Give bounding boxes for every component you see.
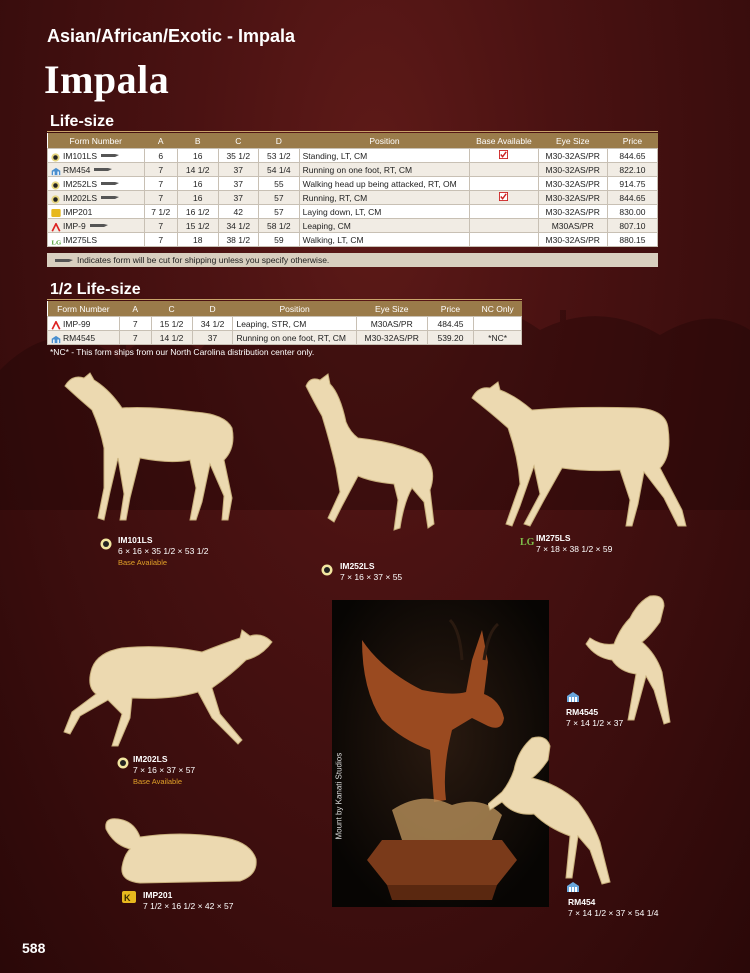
col-base-available: Base Available xyxy=(470,133,538,149)
col-form-number: Form Number xyxy=(48,133,145,149)
table-cell: 6 xyxy=(144,149,177,163)
table-cell: M30-32AS/PR xyxy=(538,149,607,163)
saw-icon xyxy=(55,259,73,263)
table-cell: 16 xyxy=(177,177,218,191)
table-cell: 18 xyxy=(177,233,218,247)
im101ls-label xyxy=(118,535,209,568)
table-cell: 7 xyxy=(144,191,177,205)
table-cell: 7 xyxy=(144,163,177,177)
table-cell: 15 1/2 xyxy=(177,219,218,233)
section-title: Asian/African/Exotic - Impala xyxy=(47,26,296,46)
form-number: IM275LS xyxy=(63,234,98,245)
table-cell: 55 xyxy=(259,177,300,191)
table-cell: M30-32AS/PR xyxy=(538,205,607,219)
col-form-number: Form Number xyxy=(48,301,120,317)
form-dims: 7 × 16 × 37 × 57 xyxy=(133,765,196,775)
form-number: IMP-99 xyxy=(63,318,91,329)
form-number: IMP-9 xyxy=(63,220,86,231)
table-cell: 7 xyxy=(119,317,151,331)
life-size-heading: Life-size xyxy=(50,113,115,130)
table-cell: 57 xyxy=(259,191,300,205)
im-badge-icon xyxy=(321,563,333,575)
table-cell: 822.10 xyxy=(607,163,657,177)
im-badge-icon xyxy=(51,195,60,202)
table-row xyxy=(48,233,658,247)
divider xyxy=(47,299,522,300)
form-number-cell xyxy=(48,219,145,233)
form-dims: 6 × 16 × 35 1/2 × 53 1/2 xyxy=(118,546,209,556)
im252ls-label xyxy=(340,561,402,583)
page-title: Impala xyxy=(44,57,170,102)
form-dims: 7 × 16 × 37 × 55 xyxy=(340,572,403,582)
table-cell xyxy=(474,317,522,331)
form-number-cell xyxy=(48,191,145,205)
table-cell: Running on one foot, RT, CM xyxy=(233,331,356,345)
footnote-text: Indicates form will be cut for shipping unless you specify otherwise. xyxy=(77,255,330,265)
table-cell: Leaping, CM xyxy=(299,219,470,233)
table-cell: 16 xyxy=(177,149,218,163)
rm454-label xyxy=(568,897,659,919)
col-c: C xyxy=(151,301,192,317)
table-row xyxy=(48,191,658,205)
table-cell: Running, RT, CM xyxy=(299,191,470,205)
table-cell: 539.20 xyxy=(427,331,474,345)
table-row xyxy=(48,205,658,219)
table-cell: 34 1/2 xyxy=(192,317,233,331)
table-cell: 914.75 xyxy=(607,177,657,191)
table-cell: 53 1/2 xyxy=(259,149,300,163)
divider xyxy=(47,131,658,132)
form-sku: IM252LS xyxy=(340,561,375,571)
form-dims: 7 × 18 × 38 1/2 × 59 xyxy=(536,544,613,554)
saw-icon xyxy=(101,154,119,158)
table-cell: M30AS/PR xyxy=(538,219,607,233)
table-cell: 14 1/2 xyxy=(151,331,192,345)
table-row xyxy=(48,163,658,177)
half-size-heading: 1/2 Life-size xyxy=(50,281,141,298)
form-number-cell xyxy=(48,177,145,191)
table-cell: 15 1/2 xyxy=(151,317,192,331)
table-cell: 7 xyxy=(119,331,151,345)
table-cell: 57 xyxy=(259,205,300,219)
table-row xyxy=(48,331,522,345)
table-cell: 807.10 xyxy=(607,219,657,233)
base-available-cell xyxy=(470,219,538,233)
table-cell: Running on one foot, RT, CM xyxy=(299,163,470,177)
table-header-row xyxy=(48,301,522,317)
base-available-cell xyxy=(470,163,538,177)
k-badge-icon xyxy=(51,209,60,216)
table-cell: 880.15 xyxy=(607,233,657,247)
col-c: C xyxy=(218,133,259,149)
life-size-footnote xyxy=(47,253,658,267)
table-cell: M30-32AS/PR xyxy=(538,177,607,191)
form-number: IM202LS xyxy=(63,192,98,203)
form-sku: IM101LS xyxy=(118,535,153,545)
page-number: 588 xyxy=(22,940,46,956)
base-available-cell xyxy=(470,233,538,247)
im275ls-form-image xyxy=(468,376,693,532)
life-size-table-body xyxy=(48,149,658,247)
saw-icon xyxy=(101,196,119,200)
svg-text:K: K xyxy=(124,893,131,903)
form-number-cell xyxy=(48,205,145,219)
table-cell: 37 xyxy=(218,177,259,191)
form-sku: RM4545 xyxy=(566,707,599,717)
table-cell: 7 1/2 xyxy=(144,205,177,219)
col-a: A xyxy=(144,133,177,149)
table-row xyxy=(48,317,522,331)
table-header-row xyxy=(48,133,658,149)
a-badge-icon xyxy=(51,321,60,328)
im-badge-icon xyxy=(117,756,129,768)
checkbox-checked-icon xyxy=(499,193,508,203)
base-available-cell xyxy=(470,177,538,191)
half-size-table xyxy=(47,301,522,345)
table-cell: 16 xyxy=(177,191,218,205)
table-cell: 484.45 xyxy=(427,317,474,331)
im275ls-label xyxy=(536,533,612,555)
table-cell: Standing, LT, CM xyxy=(299,149,470,163)
col-price: Price xyxy=(607,133,657,149)
col-position: Position xyxy=(299,133,470,149)
table-cell: 844.65 xyxy=(607,191,657,205)
form-sku: IM275LS xyxy=(536,533,571,543)
col-position: Position xyxy=(233,301,356,317)
col-d: D xyxy=(259,133,300,149)
form-number: IM101LS xyxy=(63,150,98,161)
im252ls-form-image xyxy=(300,372,440,552)
table-cell: M30-32AS/PR xyxy=(356,331,427,345)
col-d: D xyxy=(192,301,233,317)
rm-badge-icon xyxy=(566,690,578,702)
photo-credit: Mount by Kanati Studios xyxy=(334,752,344,840)
table-row xyxy=(48,149,658,163)
im-badge-icon xyxy=(51,153,60,160)
k-badge-icon xyxy=(122,890,134,902)
table-cell: 34 1/2 xyxy=(218,219,259,233)
base-available-label: Base Available xyxy=(118,558,168,567)
form-number: RM454 xyxy=(63,164,91,175)
im-badge-icon xyxy=(51,181,60,188)
life-size-table xyxy=(47,133,658,247)
table-cell: 59 xyxy=(259,233,300,247)
table-cell: Laying down, LT, CM xyxy=(299,205,470,219)
col-eye-size: Eye Size xyxy=(356,301,427,317)
table-cell: 7 xyxy=(144,219,177,233)
col-eye-size: Eye Size xyxy=(538,133,607,149)
table-cell: 35 1/2 xyxy=(218,149,259,163)
lg-badge-icon xyxy=(520,534,532,546)
col-b: B xyxy=(177,133,218,149)
svg-text:LG: LG xyxy=(520,537,534,547)
rm4545-label xyxy=(566,707,623,729)
table-cell: 54 1/4 xyxy=(259,163,300,177)
im202ls-label xyxy=(133,754,195,787)
table-cell: 14 1/2 xyxy=(177,163,218,177)
table-row xyxy=(48,219,658,233)
table-cell: M30-32AS/PR xyxy=(538,233,607,247)
table-cell: 16 1/2 xyxy=(177,205,218,219)
table-cell: 7 xyxy=(144,233,177,247)
lg-badge-icon xyxy=(51,237,60,244)
im202ls-form-image xyxy=(62,628,277,748)
table-cell: *NC* xyxy=(474,331,522,345)
base-available-cell xyxy=(470,149,538,163)
table-cell: Walking head up being attacked, RT, OM xyxy=(299,177,470,191)
table-cell: Walking, LT, CM xyxy=(299,233,470,247)
base-available-cell xyxy=(470,191,538,205)
col-nc-only: NC Only xyxy=(474,301,522,317)
table-cell: M30AS/PR xyxy=(356,317,427,331)
svg-text:LG: LG xyxy=(51,239,61,246)
form-number: IMP201 xyxy=(63,206,93,217)
form-number-cell xyxy=(48,149,145,163)
form-dims: 7 × 14 1/2 × 37 × 54 1/4 xyxy=(568,908,659,918)
checkbox-checked-icon xyxy=(499,151,508,161)
table-cell: 830.00 xyxy=(607,205,657,219)
table-cell: M30-32AS/PR xyxy=(538,163,607,177)
form-sku: RM454 xyxy=(568,897,596,907)
half-size-footnote: *NC* - This form ships from our North Carolina distribution center only. xyxy=(50,347,315,357)
rm-badge-icon xyxy=(51,167,60,174)
table-cell: 37 xyxy=(218,191,259,205)
table-row xyxy=(48,177,658,191)
table-cell: 37 xyxy=(218,163,259,177)
table-cell: 37 xyxy=(192,331,233,345)
form-sku: IMP201 xyxy=(143,890,173,900)
form-number-cell xyxy=(48,163,145,177)
form-number: IM252LS xyxy=(63,178,98,189)
half-size-table-body xyxy=(48,317,522,345)
table-cell: 38 1/2 xyxy=(218,233,259,247)
im101ls-form-image xyxy=(60,368,240,528)
base-available-label: Base Available xyxy=(133,777,183,786)
imp201-form-image xyxy=(100,815,260,887)
saw-icon xyxy=(94,168,112,172)
saw-icon xyxy=(101,182,119,186)
imp201-label xyxy=(143,890,234,912)
saw-icon xyxy=(90,224,108,228)
table-cell: 42 xyxy=(218,205,259,219)
form-number: RM4545 xyxy=(63,332,96,343)
rm-badge-icon xyxy=(566,880,578,892)
table-cell: 58 1/2 xyxy=(259,219,300,233)
form-number-cell xyxy=(48,317,120,331)
form-number-cell xyxy=(48,233,145,247)
base-available-cell xyxy=(470,205,538,219)
table-cell: 844.65 xyxy=(607,149,657,163)
form-sku: IM202LS xyxy=(133,754,168,764)
table-cell: Leaping, STR, CM xyxy=(233,317,356,331)
rm-badge-icon xyxy=(51,335,60,342)
col-price: Price xyxy=(427,301,474,317)
a-badge-icon xyxy=(51,223,60,230)
form-number-cell xyxy=(48,331,120,345)
table-cell: M30-32AS/PR xyxy=(538,191,607,205)
table-cell: 7 xyxy=(144,177,177,191)
im-badge-icon xyxy=(100,537,112,549)
col-a: A xyxy=(119,301,151,317)
form-dims: 7 × 14 1/2 × 37 xyxy=(566,718,624,728)
rm454-form-image xyxy=(488,732,638,892)
form-dims: 7 1/2 × 16 1/2 × 42 × 57 xyxy=(143,901,234,911)
